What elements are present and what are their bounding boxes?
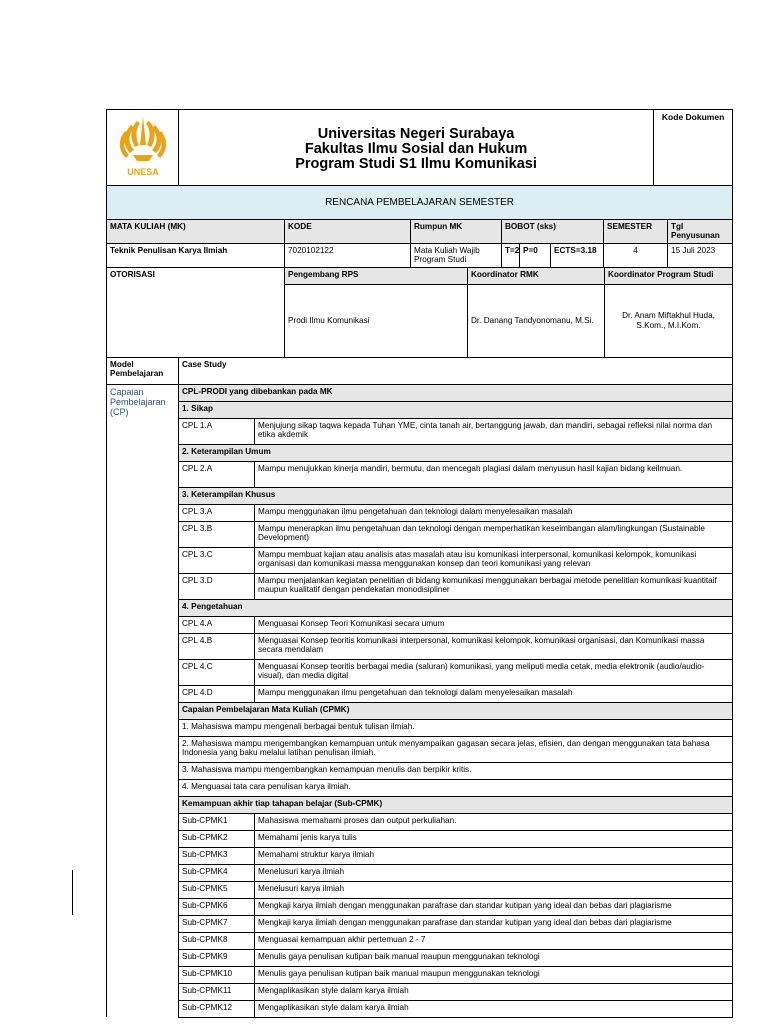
cpl-row <box>107 616 733 633</box>
cpl-text: Menjujung sikap taqwa kepada Tuhan YME, cinta tanah air, bertanggung jawab, dan mandiri, sebagai refleksi nilai norma dan etika akdemik <box>255 418 733 444</box>
cpl-text: Mampu menggunakan ilmu pengetahuan dan teknologi dalam menyelesaikan masalah <box>255 685 733 702</box>
course-code: 7020102122 <box>285 243 411 267</box>
cpl-group-title: 1. Sikap <box>179 401 733 418</box>
cpl-text: Mampu menerapkan ilmu pengetahuan dan teknologi dengan memperhatikan keseimbangan alam/lingkungan (Sustainable Development) <box>255 521 733 547</box>
course-table <box>106 219 733 268</box>
pengembang-label: Pengembang RPS <box>285 267 468 284</box>
faculty-name: Fakultas Ilmu Sosial dan Hukum <box>304 140 528 157</box>
cpl-row <box>107 573 733 599</box>
koordinator-prodi-value: Dr. Anam Miftakhul Huda, S.Kom., M.I.Kom. <box>605 284 733 357</box>
subcpmk-text: Menelusuri karya ilmiah <box>255 864 733 881</box>
cpl-heading-row <box>107 384 733 401</box>
subcpmk-code: Sub-CPMK8 <box>179 932 255 949</box>
subcpmk-row <box>107 949 733 966</box>
bobot-header: BOBOT (sks) <box>502 220 604 244</box>
rps-table <box>106 109 733 220</box>
subcpmk-code: Sub-CPMK3 <box>179 847 255 864</box>
cpl-row <box>107 504 733 521</box>
header-row <box>107 110 733 186</box>
subcpmk-heading-row <box>107 796 733 813</box>
cpl-heading: CPL-PRODI yang dibebankan pada MK <box>179 384 733 401</box>
subcpmk-text: Memahami struktur karya ilmiah <box>255 847 733 864</box>
cpmk-heading: Capaian Pembelajaran Mata Kuliah (CPMK) <box>179 702 733 719</box>
sks-ects: ECTS=3.18 <box>551 243 604 267</box>
cpl-group-title: 3. Keterampilan Khusus <box>179 487 733 504</box>
mk-header: MATA KULIAH (MK) <box>107 220 285 244</box>
model-value: Case Study <box>179 357 733 384</box>
subcpmk-text: Menelusuri karya ilmiah <box>255 881 733 898</box>
subcpmk-code: Sub-CPMK11 <box>179 983 255 1000</box>
course-row <box>107 243 733 267</box>
subcpmk-row <box>107 881 733 898</box>
cpl-code: CPL 2.A <box>179 461 255 487</box>
otorisasi-label: OTORISASI <box>107 267 285 357</box>
sks-t: T=2 <box>502 243 520 267</box>
subcpmk-text: Mengkaji karya ilmiah dengan menggunakan parafrase dan standar kutipan yang ideal dan bebas dari plagiarisme <box>255 898 733 915</box>
subcpmk-row <box>107 813 733 830</box>
cpmk-item: 4. Menguasai tata cara penulisan karya ilmiah. <box>179 779 733 796</box>
subcpmk-text: Mahasiswa memahami proses dan output perkuliahan. <box>255 813 733 830</box>
rps-document <box>106 109 732 1018</box>
cpl-row <box>107 685 733 702</box>
subcpmk-code: Sub-CPMK9 <box>179 949 255 966</box>
cpl-group-row <box>107 599 733 616</box>
logo-cell <box>107 110 179 186</box>
subcpmk-code: Sub-CPMK12 <box>179 1000 255 1017</box>
subcpmk-row <box>107 915 733 932</box>
subcpmk-code: Sub-CPMK10 <box>179 966 255 983</box>
cpmk-row <box>107 779 733 796</box>
subcpmk-text: Mengaplikasikan style dalam karya ilmiah <box>255 1000 733 1017</box>
cpl-text: Mampu membuat kajian atau analisis atas masalah atau isu komunikasi interpersonal, komunikasi kelompok, komunikasi organisasi dan komunikasi massa menggunakan konsep dan teori komunikasi yang relevan <box>255 547 733 573</box>
subcpmk-code: Sub-CPMK2 <box>179 830 255 847</box>
cpl-text: Mampu menjalankan kegiatan penelitian di bidang komunikasi menggunakan berbagai metode penelitian komunikasi kuantitaif maupun kualitatif dengan pendekatan monodisipliner <box>255 573 733 599</box>
cpl-group-row <box>107 444 733 461</box>
university-heading <box>179 110 654 186</box>
cpl-code: CPL 4.B <box>179 633 255 659</box>
kode-header: KODE <box>285 220 411 244</box>
program-name: Program Studi S1 Ilmu Komunikasi <box>295 156 537 173</box>
cpmk-item: 1. Mahasiswa mampu mengenali berbagai bentuk tulisan ilmiah. <box>179 719 733 736</box>
university-name: Universitas Negeri Surabaya <box>317 125 515 142</box>
cpl-code: CPL 3.A <box>179 504 255 521</box>
course-rumpun: Mata Kuliah Wajib Program Studi <box>411 243 502 267</box>
subcpmk-code: Sub-CPMK5 <box>179 881 255 898</box>
cpl-text: Menguasai Konsep Teori Komunikasi secara umum <box>255 616 733 633</box>
cpl-code: CPL 4.C <box>179 659 255 685</box>
subcpmk-text: Memahami jenis karya tulis <box>255 830 733 847</box>
cpmk-row <box>107 762 733 779</box>
subcpmk-text: Menulis gaya penulisan kutipan baik manual maupun menggunakan teknologi <box>255 949 733 966</box>
subcpmk-text: Menguasai kemampuan akhir pertemuan 2 - 7 <box>255 932 733 949</box>
cpl-text: Menguasai Konsep teoritis komunikasi interpersonal, komunikasi kelompok, komunikasi organisasi, dan Komunikasi massa secara mendalam <box>255 633 733 659</box>
cpmk-row <box>107 736 733 762</box>
cpl-code: CPL 3.C <box>179 547 255 573</box>
cpl-group-title: 4. Pengetahuan <box>179 599 733 616</box>
subcpmk-code: Sub-CPMK4 <box>179 864 255 881</box>
cpmk-item: 2. Mahasiswa mampu mengembangkan kemampuan untuk menyampaikan gagasan secara jelas, efisien, dan dengan menggunakan tata bahasa Indonesia yang baku melalui latihan penulisan ilmiah. <box>179 736 733 762</box>
cpl-code: CPL 4.A <box>179 616 255 633</box>
cpl-code: CPL 4.D <box>179 685 255 702</box>
subcpmk-text: Menulis gaya penulisan kutipan baik manual maupun menggunakan teknologi <box>255 966 733 983</box>
subcpmk-row <box>107 847 733 864</box>
unesa-logo-icon <box>113 111 173 181</box>
subcpmk-text: Mengkaji karya ilmiah dengan menggunakan parafrase dan standar kutipan yang ideal dan bebas dari plagiarisme <box>255 915 733 932</box>
cpmk-row <box>107 719 733 736</box>
cpl-code: CPL 1.A <box>179 418 255 444</box>
cpl-group-row <box>107 487 733 504</box>
subcpmk-row <box>107 932 733 949</box>
subcpmk-row <box>107 1000 733 1017</box>
pengembang-value: Prodi Ilmu Komunikasi <box>285 284 468 357</box>
koordinator-prodi-label: Koordinator Program Studi <box>605 267 733 284</box>
doc-code-label: Kode Dokumen <box>654 110 733 186</box>
cpl-code: CPL 3.D <box>179 573 255 599</box>
cpl-row <box>107 633 733 659</box>
subcpmk-heading: Kemampuan akhir tiap tahapan belajar (Sub-CPMK) <box>179 796 733 813</box>
rumpun-header: Rumpun MK <box>411 220 502 244</box>
cpl-row <box>107 461 733 487</box>
cpl-row <box>107 521 733 547</box>
koordinator-rmk-label: Koordinator RMK <box>468 267 605 284</box>
cpl-code: CPL 3.B <box>179 521 255 547</box>
cpl-row <box>107 418 733 444</box>
sks-p: P=0 <box>520 243 551 267</box>
course-semester: 4 <box>604 243 668 267</box>
subcpmk-code: Sub-CPMK1 <box>179 813 255 830</box>
cpmk-item: 3. Mahasiswa mampu mengembangkan kemampuan menulis dan berpikir kritis. <box>179 762 733 779</box>
cpl-group-title: 2. Keterampilan Umum <box>179 444 733 461</box>
subcpmk-text: Mengaplikasikan style dalam karya ilmiah <box>255 983 733 1000</box>
continuation-line <box>72 870 73 915</box>
course-date: 15 Juli 2023 <box>668 243 733 267</box>
subcpmk-row <box>107 864 733 881</box>
cpl-text: Mampu menujukkan kinerja mandiri, bermutu, dan mencegah plagiasi dalam menyusun hasil kajian bidang keilmuan. <box>255 461 733 487</box>
cpl-row <box>107 547 733 573</box>
cp-table <box>106 357 733 1018</box>
tgl-header: Tgl Penyusunan <box>668 220 733 244</box>
cpl-text: Menguasai Konsep teoritis berbagai media (saluran) komunikasi, yang meliputi media cetak, media elektronik (audio/audio-visual), dan media digital <box>255 659 733 685</box>
otorisasi-table <box>106 267 733 358</box>
cpmk-heading-row <box>107 702 733 719</box>
cpl-group-row <box>107 401 733 418</box>
subcpmk-code: Sub-CPMK7 <box>179 915 255 932</box>
subcpmk-row <box>107 983 733 1000</box>
svg-text:UNESA: UNESA <box>126 167 159 178</box>
cp-label: Capaian Pembelajaran (CP) <box>107 384 179 1017</box>
subcpmk-row <box>107 898 733 915</box>
subcpmk-code: Sub-CPMK6 <box>179 898 255 915</box>
subcpmk-row <box>107 966 733 983</box>
document-title: RENCANA PEMBELAJARAN SEMESTER <box>107 186 733 220</box>
semester-header: SEMESTER <box>604 220 668 244</box>
course-name: Teknik Penulisan Karya Ilmiah <box>107 243 285 267</box>
koordinator-rmk-value: Dr. Danang Tandyonomanu, M.Si. <box>468 284 605 357</box>
cpl-text: Mampu menggunakan ilmu pengetahuan dan teknologi dalam menyelesaikan masalah <box>255 504 733 521</box>
model-label: Model Pembelajaran <box>107 357 179 384</box>
subcpmk-row <box>107 830 733 847</box>
cpl-row <box>107 659 733 685</box>
